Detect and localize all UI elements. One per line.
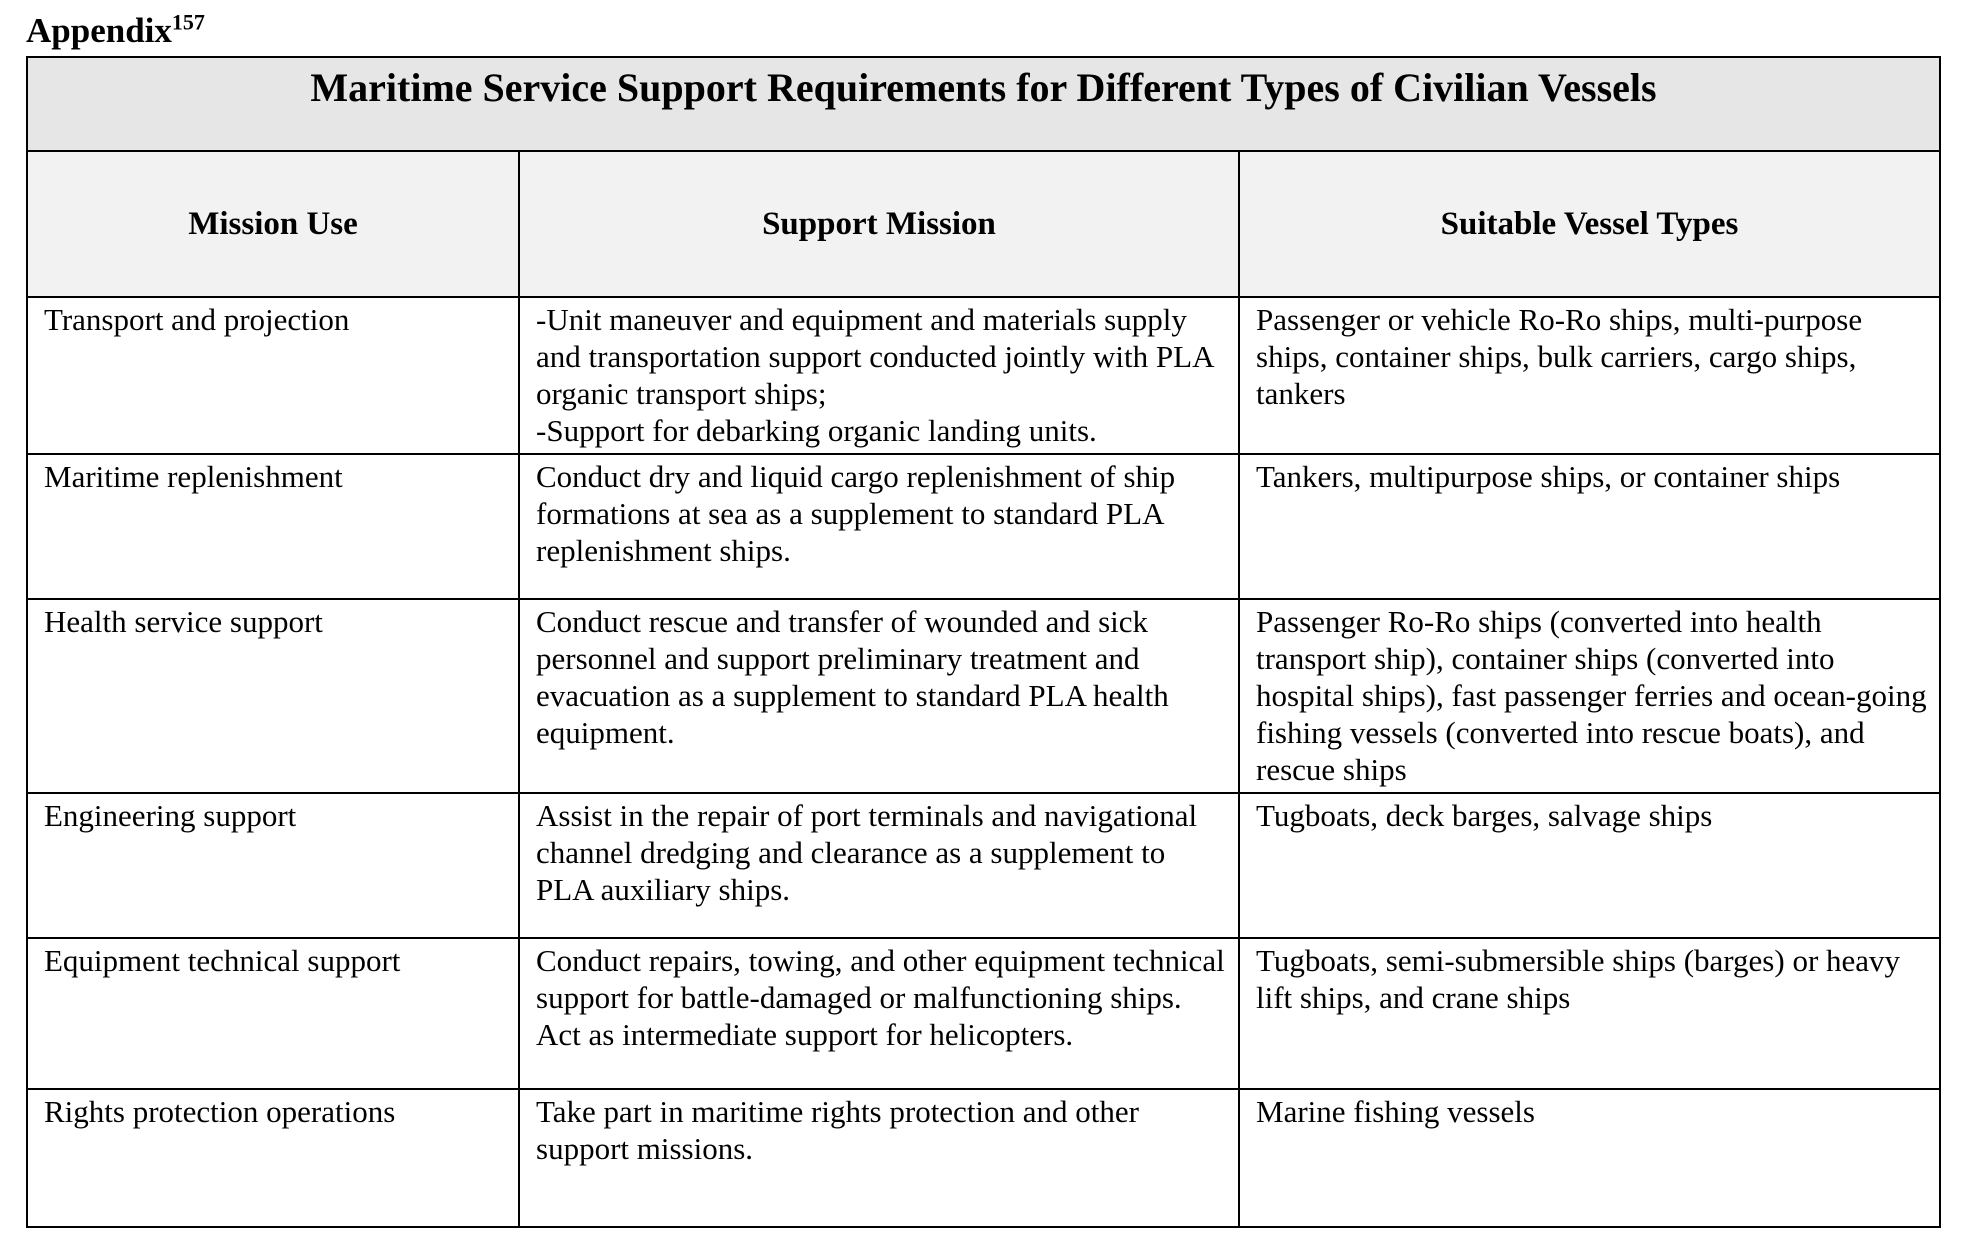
column-header-support-mission: Support Mission — [519, 151, 1239, 297]
table-row — [27, 297, 1940, 454]
mission-use-cell: Rights protection operations — [27, 1089, 519, 1227]
table-row — [27, 1089, 1940, 1227]
table-title: Maritime Service Support Requirements for Different Types of Civilian Vessels — [27, 57, 1940, 151]
support-mission-cell — [519, 454, 1239, 599]
vessel-types-cell: Tugboats, semi-submersible ships (barges) or heavy lift ships, and crane ships — [1239, 938, 1940, 1089]
vessel-types-cell: Tankers, multipurpose ships, or container ships — [1239, 454, 1940, 599]
mission-use-cell: Maritime replenishment — [27, 454, 519, 599]
civilian-vessels-table — [26, 56, 1941, 1228]
table-row — [27, 793, 1940, 938]
vessel-types-cell: Passenger or vehicle Ro-Ro ships, multi-purpose ships, container ships, bulk carriers, cargo ships, tankers — [1239, 297, 1940, 454]
mission-use-cell: Health service support — [27, 599, 519, 793]
support-mission-line: Assist in the repair of port terminals and navigational channel dredging and clearance as a supplement to PLA auxiliary ships. — [536, 798, 1198, 907]
support-mission-line: -Support for debarking organic landing units. — [536, 413, 1097, 448]
table-title-row — [27, 57, 1940, 151]
support-mission-cell — [519, 793, 1239, 938]
support-mission-cell — [519, 297, 1239, 454]
support-mission-cell — [519, 1089, 1239, 1227]
vessel-types-cell: Passenger Ro-Ro ships (converted into health transport ship), container ships (converted into hospital ships), fast passenger ferries and ocean-going fishing vessels (converted into rescue boats), and rescue ships — [1239, 599, 1940, 793]
vessel-types-cell: Marine fishing vessels — [1239, 1089, 1940, 1227]
support-mission-line: Conduct dry and liquid cargo replenishment of ship formations at sea as a supplement to standard PLA replenishment ships. — [536, 459, 1176, 568]
column-header-vessel-types: Suitable Vessel Types — [1239, 151, 1940, 297]
support-mission-line: -Unit maneuver and equipment and materials supply and transportation support conducted jointly with PLA organic transport ships; — [536, 302, 1213, 411]
appendix-label: Appendix — [26, 11, 172, 50]
mission-use-cell: Transport and projection — [27, 297, 519, 454]
appendix-footnote-ref: 157 — [171, 9, 205, 35]
table-row — [27, 938, 1940, 1089]
appendix-heading — [26, 10, 205, 52]
table-row — [27, 599, 1940, 793]
mission-use-cell: Equipment technical support — [27, 938, 519, 1089]
support-mission-cell — [519, 938, 1239, 1089]
support-mission-line: Take part in maritime rights protection and other support missions. — [536, 1094, 1140, 1166]
column-header-mission-use: Mission Use — [27, 151, 519, 297]
table-row — [27, 454, 1940, 599]
support-mission-line: Conduct rescue and transfer of wounded and sick personnel and support preliminary treatment and evacuation as a supplement to standard PLA health equipment. — [536, 604, 1169, 750]
support-mission-cell — [519, 599, 1239, 793]
vessel-types-cell: Tugboats, deck barges, salvage ships — [1239, 793, 1940, 938]
mission-use-cell: Engineering support — [27, 793, 519, 938]
table-header-row — [27, 151, 1940, 297]
support-mission-line: Conduct repairs, towing, and other equipment technical support for battle-damaged or malfunctioning ships. Act as intermediate support for helicopters. — [536, 943, 1225, 1052]
